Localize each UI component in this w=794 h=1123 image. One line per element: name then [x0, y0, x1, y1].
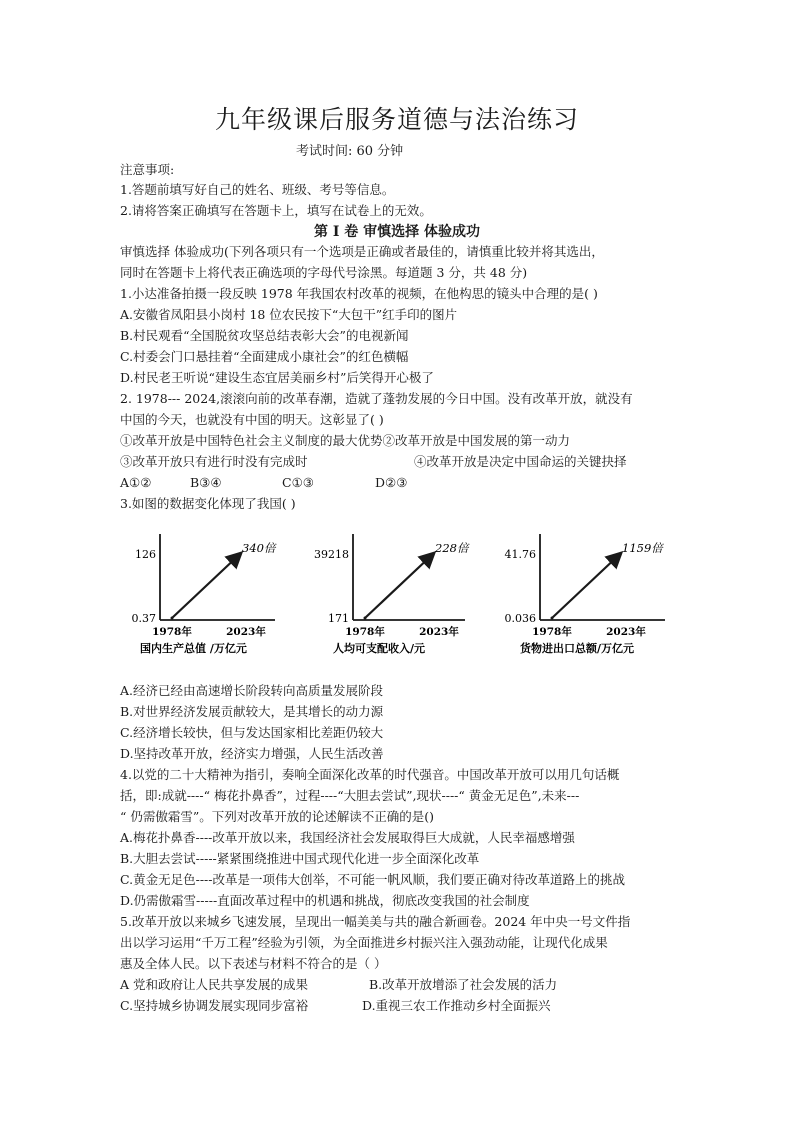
growth-annotation: 1159倍 — [622, 541, 663, 555]
q3-option-b: B.对世界经济发展贡献较大，是其增长的动力源 — [120, 704, 384, 719]
q3-option-c: C.经济增长较快，但与发达国家相比差距仍较大 — [120, 725, 384, 740]
q1-option-d: D.村民老王听说“建设生态宜居美丽乡村”后笑得开心极了 — [120, 370, 434, 385]
section-title: 第 I 卷 审慎选择 体验成功 — [313, 224, 481, 240]
data-point — [551, 617, 554, 620]
page-title: 九年级课后服务道德与法治练习 — [214, 105, 579, 134]
q5-option-a: A 党和政府让人民共享发展的成果 — [120, 977, 309, 992]
q5-option-b: B.改革开放增添了社会发展的活力 — [369, 977, 558, 992]
x-axis-label: 国内生产总值 /万亿元 — [140, 642, 247, 655]
chart-gdp-svg — [120, 528, 300, 668]
growth-annotation: 228倍 — [435, 541, 469, 555]
x-tick-label: 2023年 — [606, 626, 646, 638]
q1-option-b: B.村民观看“全国脱贫攻坚总结表彰大会”的电视新闻 — [120, 328, 409, 343]
series-line — [172, 554, 240, 618]
data-point — [364, 617, 367, 620]
y-tick-label: 0.37 — [131, 612, 156, 625]
q1-option-a: A.安徽省凤阳县小岗村 18 位农民按下“大包干”红手印的图片 — [120, 307, 458, 322]
x-tick-label: 1978年 — [345, 626, 385, 638]
exam-time: 考试时间: 60 分钟 — [296, 144, 404, 159]
q5-option-c: C.坚持城乡协调发展实现同步富裕 — [120, 998, 309, 1013]
q1-stem: 1.小达准备拍摄一段反映 1978 年我国农村改革的视频，在他构思的镜头中合理的是( ) — [120, 286, 598, 301]
section-intro: 同时在答题卡上将代表正确选项的字母代号涂黑。每道题 3 分，共 48 分) — [120, 265, 528, 280]
q2-stem: 中国的今天，也就没有中国的明天。这彰显了( ) — [120, 412, 384, 427]
q5-stem: 5.改革开放以来城乡飞速发展，呈现出一幅美美与共的融合新画卷。2024 年中央一号文件指 — [120, 914, 631, 929]
x-tick-label: 1978年 — [152, 626, 192, 638]
q4-option-d: D.仍需傲霜雪-----直面改革过程中的机遇和挑战，彻底改变我国的社会制度 — [120, 893, 530, 908]
chart-income-svg — [300, 528, 480, 668]
data-point — [171, 617, 174, 620]
q3-option-d: D.坚持改革开放，经济实力增强，人民生活改善 — [120, 746, 384, 761]
series-line — [365, 554, 433, 618]
q4-option-b: B.大胆去尝试-----紧紧围绕推进中国式现代化进一步全面深化改革 — [120, 851, 480, 866]
q2-option-a: A①② — [120, 475, 152, 490]
q1-option-c: C.村委会门口悬挂着“全面建成小康社会”的红色横幅 — [120, 349, 409, 364]
q2-stem: 2. 1978--- 2024,滚滚向前的改革春潮，造就了蓬勃发展的今日中国。没有改革开放，就没有 — [120, 391, 633, 406]
x-tick-label: 1978年 — [532, 626, 572, 638]
y-tick-label: 39218 — [314, 548, 349, 561]
series-line — [552, 554, 620, 618]
y-tick-label: 0.036 — [504, 612, 536, 625]
q2-statement: ①改革开放是中国特色社会主义制度的最大优势②改革开放是中国发展的第一动力 — [120, 433, 571, 448]
q4-stem: 括，即:成就----“ 梅花扑鼻香”，过程----“大胆去尝试”,现状----“ 黄金无足色”,未来--- — [120, 788, 580, 803]
chart-income — [300, 528, 480, 668]
y-tick-label: 126 — [135, 548, 156, 561]
q3-option-a: A.经济已经由高速增长阶段转向高质量发展阶段 — [120, 683, 384, 698]
y-tick-label: 171 — [328, 612, 349, 625]
q3-stem: 3.如图的数据变化体现了我国( ) — [120, 496, 296, 511]
q5-stem: 出以学习运用“千万工程”经验为引领，为全面推进乡村振兴注入强劲动能，让现代化成果 — [120, 935, 608, 950]
notes-heading: 注意事项: — [120, 162, 175, 177]
x-axis-label: 货物进出口总额/万亿元 — [520, 642, 635, 655]
x-tick-label: 2023年 — [419, 626, 459, 638]
growth-annotation: 340倍 — [242, 541, 276, 555]
note-item: 2.请将答案正确填写在答题卡上，填写在试卷上的无效。 — [120, 203, 432, 218]
y-tick-label: 41.76 — [504, 548, 536, 561]
q4-stem: “ 仍需傲霜雪”。下列对改革开放的论述解读不正确的是() — [120, 809, 435, 824]
chart-trade — [490, 528, 680, 668]
q4-option-c: C.黄金无足色----改革是一项伟大创举，不可能一帆风顺，我们要正确对待改革道路上的挑战 — [120, 872, 625, 887]
note-item: 1.答题前填写好自己的姓名、班级、考号等信息。 — [120, 182, 395, 197]
q2-option-d: D②③ — [375, 475, 408, 490]
q2-statement: ④改革开放是决定中国命运的关键抉择 — [414, 454, 627, 469]
q4-stem: 4.以党的二十大精神为指引，奏响全面深化改革的时代强音。中国改革开放可以用几句话概 — [120, 767, 620, 782]
chart-trade-svg — [490, 528, 680, 668]
q2-statement: ③改革开放只有进行时没有完成时 — [120, 454, 308, 469]
q2-option-c: C①③ — [282, 475, 314, 490]
q5-stem: 惠及全体人民。以下表述与材料不符合的是（ ） — [120, 956, 387, 971]
chart-gdp — [120, 528, 300, 668]
x-axis-label: 人均可支配收入/元 — [333, 642, 426, 655]
q5-option-d: D.重视三农工作推动乡村全面振兴 — [362, 998, 551, 1013]
section-intro: 审慎选择 体验成功(下列各项只有一个选项是正确或者最佳的，请慎重比较并将其选出， — [120, 244, 604, 259]
q4-option-a: A.梅花扑鼻香----改革开放以来，我国经济社会发展取得巨大成就，人民幸福感增强 — [120, 830, 575, 845]
q2-option-b: B③④ — [190, 475, 222, 490]
x-tick-label: 2023年 — [226, 626, 266, 638]
